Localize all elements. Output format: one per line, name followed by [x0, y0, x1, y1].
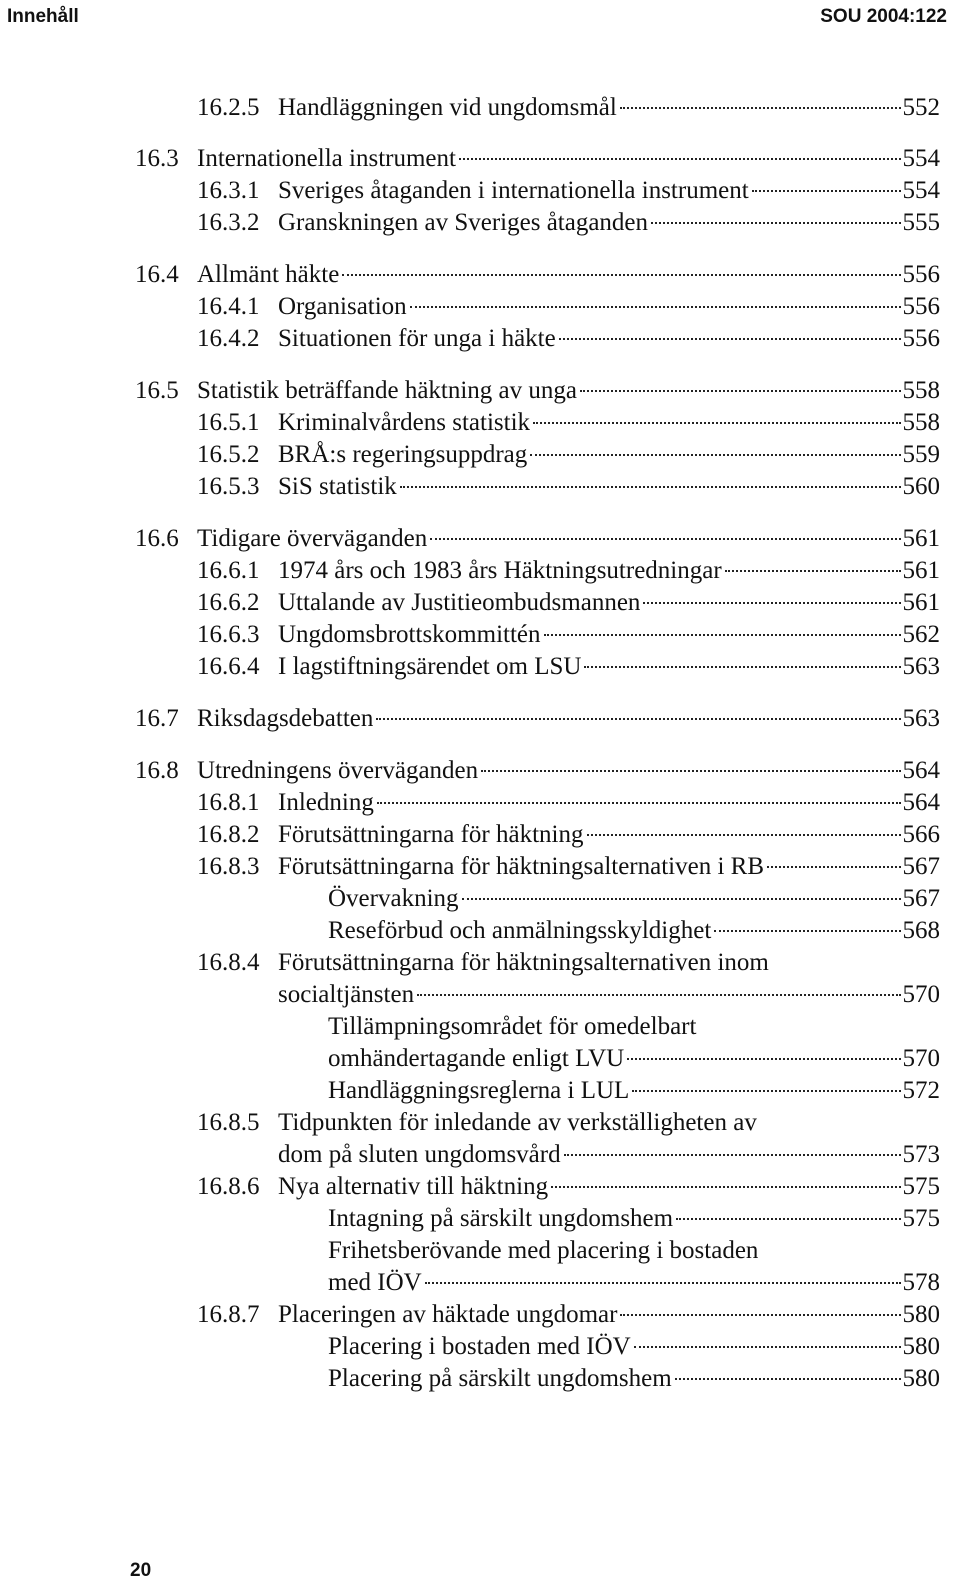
toc-entry-page: 556 [902, 325, 940, 352]
toc-entry[interactable] [0, 979, 960, 1011]
toc-entry-title: Internationella instrument [197, 145, 456, 172]
toc-entry[interactable] [0, 651, 960, 683]
toc-entry-number: 16.3.1 [197, 177, 260, 204]
toc-entry[interactable] [0, 1267, 960, 1299]
toc-entry-page: 567 [902, 853, 940, 880]
toc-entry-page: 561 [902, 557, 940, 584]
toc-entry-number: 16.3 [135, 145, 179, 172]
dot-leader [675, 1377, 901, 1380]
toc-entry-number: 16.8 [135, 757, 179, 784]
toc-entry[interactable] [0, 92, 960, 124]
toc-entry[interactable] [0, 1203, 960, 1235]
page-number: 20 [130, 1560, 152, 1581]
toc-entry-title: Sveriges åtaganden i internationella instrument [278, 177, 749, 204]
toc-entry[interactable] [0, 259, 960, 291]
toc-entry[interactable] [0, 439, 960, 471]
toc-entry-title: Förutsättningarna för häktning [278, 821, 584, 848]
dot-leader [676, 1217, 900, 1220]
toc-entry-title: Intagning på särskilt ungdomshem [328, 1205, 674, 1232]
toc-entry-title: Riksdagsdebatten [197, 705, 374, 732]
toc-entry[interactable] [0, 1075, 960, 1107]
toc-entry-page: 578 [902, 1269, 940, 1296]
toc-entry-page: 556 [902, 261, 940, 288]
toc-entry-title: Reseförbud och anmälningsskyldighet [328, 917, 712, 944]
toc-entry-title: BRÅ:s regeringsuppdrag [278, 441, 528, 468]
toc-entry[interactable] [0, 619, 960, 651]
toc-entry-page: 558 [902, 377, 940, 404]
dot-leader [377, 801, 901, 804]
dot-leader [767, 865, 900, 868]
dot-leader [752, 189, 901, 192]
dot-leader [643, 601, 900, 604]
toc-entry-page: 580 [902, 1365, 940, 1392]
toc-entry[interactable] [0, 787, 960, 819]
toc-entry-page: 558 [902, 409, 940, 436]
toc-entry[interactable] [0, 947, 960, 979]
dot-leader [459, 157, 901, 160]
toc-entry-title: Organisation [278, 293, 407, 320]
dot-leader [620, 1313, 900, 1316]
dot-leader [376, 717, 900, 720]
toc-entry-title: Frihetsberövande med placering i bostaden [328, 1237, 759, 1264]
toc-entry-page: 559 [902, 441, 940, 468]
toc-entry[interactable] [0, 523, 960, 555]
toc-entry-page: 573 [902, 1141, 940, 1168]
toc-entry-page: 570 [902, 981, 940, 1008]
toc-entry-number: 16.7 [135, 705, 179, 732]
toc-entry-title: socialtjänsten [278, 981, 415, 1008]
toc-entry[interactable] [0, 143, 960, 175]
toc-entry-page: 554 [902, 145, 940, 172]
toc-entry-number: 16.4.2 [197, 325, 260, 352]
dot-leader [587, 833, 901, 836]
toc-entry-number: 16.6.2 [197, 589, 260, 616]
toc-entry[interactable] [0, 291, 960, 323]
dot-leader [530, 453, 900, 456]
toc-entry-page: 575 [902, 1173, 940, 1200]
toc-entry-title: Statistik beträffande häktning av unga [197, 377, 577, 404]
toc-entry-title: Handläggningen vid ungdomsmål [278, 94, 617, 121]
toc-entry-number: 16.5.3 [197, 473, 260, 500]
toc-entry-page: 561 [902, 589, 940, 616]
toc-entry-page: 556 [902, 293, 940, 320]
toc-entry[interactable] [0, 555, 960, 587]
dot-leader [417, 993, 900, 996]
header-report-number: SOU 2004:122 [820, 6, 947, 27]
toc-entry[interactable] [0, 755, 960, 787]
toc-entry-number: 16.5.1 [197, 409, 260, 436]
toc-entry-number: 16.3.2 [197, 209, 260, 236]
toc-entry-page: 555 [902, 209, 940, 236]
toc-entry-title: med IÖV [328, 1269, 422, 1296]
dot-leader [551, 1185, 900, 1188]
toc-entry-page: 567 [902, 885, 940, 912]
toc-entry-title: Nya alternativ till häktning [278, 1173, 549, 1200]
toc-entry-title: Placeringen av häktade ungdomar [278, 1301, 618, 1328]
toc-entry-page: 563 [902, 653, 940, 680]
toc-entry-number: 16.2.5 [197, 94, 260, 121]
toc-entry-number: 16.4 [135, 261, 179, 288]
dot-leader [627, 1057, 900, 1060]
toc-entry-page: 554 [902, 177, 940, 204]
toc-entry[interactable] [0, 1363, 960, 1395]
toc-entry-title: Situationen för unga i häkte [278, 325, 556, 352]
toc-entry[interactable] [0, 587, 960, 619]
dot-leader [559, 337, 901, 340]
toc-entry-page: 563 [902, 705, 940, 732]
toc-entry-title: Tidigare överväganden [197, 525, 428, 552]
dot-leader [634, 1345, 901, 1348]
toc-entry-page: 568 [902, 917, 940, 944]
dot-leader [430, 537, 900, 540]
toc-entry[interactable] [0, 1171, 960, 1203]
toc-entry-title: Allmänt häkte [197, 261, 340, 288]
toc-entry[interactable] [0, 819, 960, 851]
toc-entry[interactable] [0, 207, 960, 239]
toc-entry-title: Granskningen av Sveriges åtaganden [278, 209, 649, 236]
toc-entry-page: 566 [902, 821, 940, 848]
dot-leader [651, 221, 900, 224]
toc-entry-title: Inledning [278, 789, 374, 816]
toc-entry-page: 580 [902, 1333, 940, 1360]
dot-leader [714, 929, 900, 932]
toc-entry-page: 560 [902, 473, 940, 500]
dot-leader [544, 633, 901, 636]
dot-leader [584, 665, 900, 668]
toc-entry-number: 16.6.1 [197, 557, 260, 584]
dot-leader [533, 421, 900, 424]
toc-entry-page: 562 [902, 621, 940, 648]
toc-entry[interactable] [0, 1139, 960, 1171]
toc-entry[interactable] [0, 703, 960, 735]
toc-entry-number: 16.5.2 [197, 441, 260, 468]
toc-entry-page: 564 [902, 757, 940, 784]
toc-entry-page: 572 [902, 1077, 940, 1104]
toc-entry-number: 16.8.7 [197, 1301, 260, 1328]
dot-leader [462, 897, 901, 900]
dot-leader [410, 305, 901, 308]
toc-entry-title: 1974 års och 1983 års Häktningsutredningar [278, 557, 722, 584]
toc-entry-page: 580 [902, 1301, 940, 1328]
toc-entry[interactable] [0, 1011, 960, 1043]
toc-entry-title: Uttalande av Justitieombudsmannen [278, 589, 641, 616]
toc-entry[interactable] [0, 1043, 960, 1075]
toc-entry[interactable] [0, 323, 960, 355]
dot-leader [342, 273, 900, 276]
toc-entry-page: 570 [902, 1045, 940, 1072]
toc-entry-title: SiS statistik [278, 473, 397, 500]
toc-entry-number: 16.8.1 [197, 789, 260, 816]
toc-entry-page: 564 [902, 789, 940, 816]
toc-entry-title: Tidpunkten för inledande av verkställigheten av [278, 1109, 757, 1136]
toc-entry[interactable] [0, 883, 960, 915]
dot-leader [632, 1089, 900, 1092]
toc-entry-title: Tillämpningsområdet för omedelbart [328, 1013, 697, 1040]
toc-entry-title: Förutsättningarna för häktningsalternativen inom [278, 949, 769, 976]
toc-entry-number: 16.6 [135, 525, 179, 552]
dot-leader [725, 569, 901, 572]
toc-entry-title: dom på sluten ungdomsvård [278, 1141, 561, 1168]
toc-entry-title: Övervakning [328, 885, 459, 912]
toc-entry-number: 16.8.4 [197, 949, 260, 976]
toc-entry[interactable] [0, 1299, 960, 1331]
toc-entry[interactable] [0, 1107, 960, 1139]
dot-leader [564, 1153, 901, 1156]
toc-entry-title: Kriminalvårdens statistik [278, 409, 531, 436]
header-section-title: Innehåll [7, 6, 79, 27]
dot-leader [425, 1281, 901, 1284]
dot-leader [580, 389, 901, 392]
toc-entry[interactable] [0, 1331, 960, 1363]
toc-entry-number: 16.5 [135, 377, 179, 404]
toc-entry-number: 16.6.4 [197, 653, 260, 680]
toc-entry-number: 16.8.3 [197, 853, 260, 880]
toc-entry-title: Handläggningsreglerna i LUL [328, 1077, 630, 1104]
toc-entry[interactable] [0, 175, 960, 207]
toc-entry-title: Ungdomsbrottskommittén [278, 621, 541, 648]
running-header [7, 6, 947, 30]
toc-entry[interactable] [0, 407, 960, 439]
dot-leader [400, 485, 901, 488]
toc-entry-title: omhändertagande enligt LVU [328, 1045, 625, 1072]
dot-leader [481, 769, 900, 772]
toc-entry-title: Placering i bostaden med IÖV [328, 1333, 631, 1360]
toc-entry[interactable] [0, 471, 960, 503]
toc-entry-title: I lagstiftningsärendet om LSU [278, 653, 582, 680]
toc-entry-number: 16.8.6 [197, 1173, 260, 1200]
toc-entry-number: 16.8.2 [197, 821, 260, 848]
toc-entry[interactable] [0, 375, 960, 407]
toc-entry-page: 575 [902, 1205, 940, 1232]
dot-leader [620, 106, 901, 109]
toc-entry[interactable] [0, 851, 960, 883]
toc-entry-title: Förutsättningarna för häktningsalternativen i RB [278, 853, 765, 880]
toc-entry-page: 552 [902, 94, 940, 121]
toc-entry[interactable] [0, 1235, 960, 1267]
toc-entry-number: 16.6.3 [197, 621, 260, 648]
toc-entry-title: Placering på särskilt ungdomshem [328, 1365, 672, 1392]
toc-entry-number: 16.8.5 [197, 1109, 260, 1136]
toc-entry[interactable] [0, 915, 960, 947]
toc-entry-number: 16.4.1 [197, 293, 260, 320]
toc-entry-page: 561 [902, 525, 940, 552]
toc-entry-title: Utredningens överväganden [197, 757, 479, 784]
